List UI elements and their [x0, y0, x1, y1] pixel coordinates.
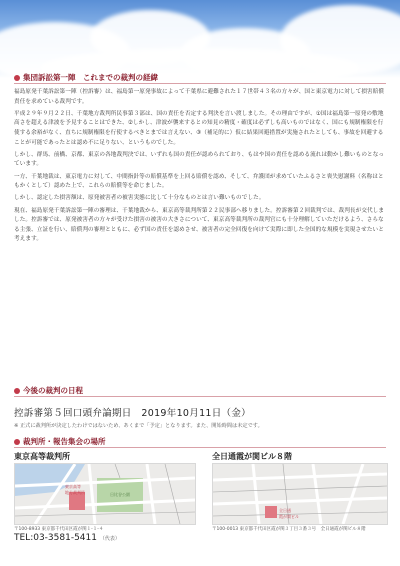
court-phone	[14, 533, 120, 543]
schedule-note: ※ 正式に裁判所が決定したわけではないため、あくまで「予定」となります。また、開始時間は未定です。	[14, 423, 263, 429]
paragraph: 一方、千葉地裁は、東京電力に対して、中間指針等の賠償基準を上回る賠償を認め、そして、弁護団が求めていたふるさと喪失慰謝料（名称はともかくとして）認めた上で、これらの賠償等を命じました。	[14, 173, 384, 190]
venue-title: 全日通霞が関ビル８階	[212, 452, 292, 461]
divider	[14, 83, 386, 84]
court-title: 東京高等裁判所	[14, 452, 70, 461]
bullet-icon	[14, 439, 20, 445]
court-map-graphic	[15, 464, 195, 524]
section-heading-schedule: 今後の裁判の日程	[14, 385, 83, 396]
court-address: 〒100-8933 東京都千代田区霞が関１-１-４	[14, 527, 104, 532]
phone-number: TEL:03-3581-5411	[14, 533, 97, 543]
venue-map[interactable]	[212, 463, 388, 525]
phone-note: （代表）	[99, 536, 120, 542]
paragraph: しかし、認定した損害額は、原発被害者の被害実態に比して十分なものとは言い難いものでした。	[14, 195, 265, 202]
next-hearing-date: 控訴審第５回口頭弁論期日 2019年10月11日（金）	[14, 408, 251, 419]
park-label: 日比谷公園	[110, 492, 130, 497]
bullet-icon	[14, 388, 20, 394]
court-label: 東京高等 地方裁判所	[65, 484, 85, 495]
paragraph: 現在、福島原発千葉訴訟第一陣の審理は、千葉地裁から、東京高等裁判所第２２民事部へ移りました。控訴審第２回裁判では、裁判長が交代しました。控訴審では、原発被害者の方々が受けた損害の被害の大きさについて、東京高等裁判所の裁判官にも十分理解していただけるよう、さらなる主張、立証を行い、賠償判の審理とともに、必ず国の責任を認めさせ、被害者の完全回復を向けて実際に即した全国的な規模を実現させたいと考えます。	[14, 207, 385, 243]
section-heading-location: 裁判所・報告集会の場所	[14, 436, 106, 447]
history-text	[14, 88, 386, 247]
paragraph: 福島原発千葉訴訟第一陣（控訴審）は、福島第一原発事故によって千葉県に避難された１７世帯４３名の方々が、国と東京電力に対して損害賠償責任を求めている裁判です。	[14, 89, 385, 105]
paragraph: しかし、群馬、前橋、京都、東京の各地裁判決では、いずれも国の責任が認められており、もはや国の責任を認める流れは動かし難いものとなっています。	[14, 151, 385, 168]
venue-map-graphic	[213, 464, 387, 524]
venue-label: 全日通 霞が関ビル	[279, 508, 299, 519]
sky-header-image	[0, 0, 400, 78]
court-map[interactable]	[14, 463, 196, 525]
section-heading-history: 集団訴訟第一陣 これまでの裁判の経緯	[14, 72, 158, 83]
venue-address: 〒100-0013 東京都千代田区霞が関３丁目３番３号 全日通霞が関ビル８階	[212, 527, 366, 532]
paragraph: 平成２９年９月２２日、千葉地方裁判所民事第３部は、国の責任を否定する判決を言い渡しました。その理由ですが、①国は福島第一原発の敷地高さを超える津波を予見することはできた、②しかし、津波が襲来するとの知見の精度・確度は必ずしも高いものではなく、国にも規制権限を行使する余裕がなく、直ちに規制権限を行使するべきとまでは言えない、③（補足的に）仮に結果回避措置が実施されたとしても、事故を回避することが可能であったとは認め不に足りない、というものでした。	[14, 110, 384, 146]
bullet-icon	[14, 75, 20, 81]
divider	[14, 396, 386, 397]
divider	[14, 447, 386, 448]
